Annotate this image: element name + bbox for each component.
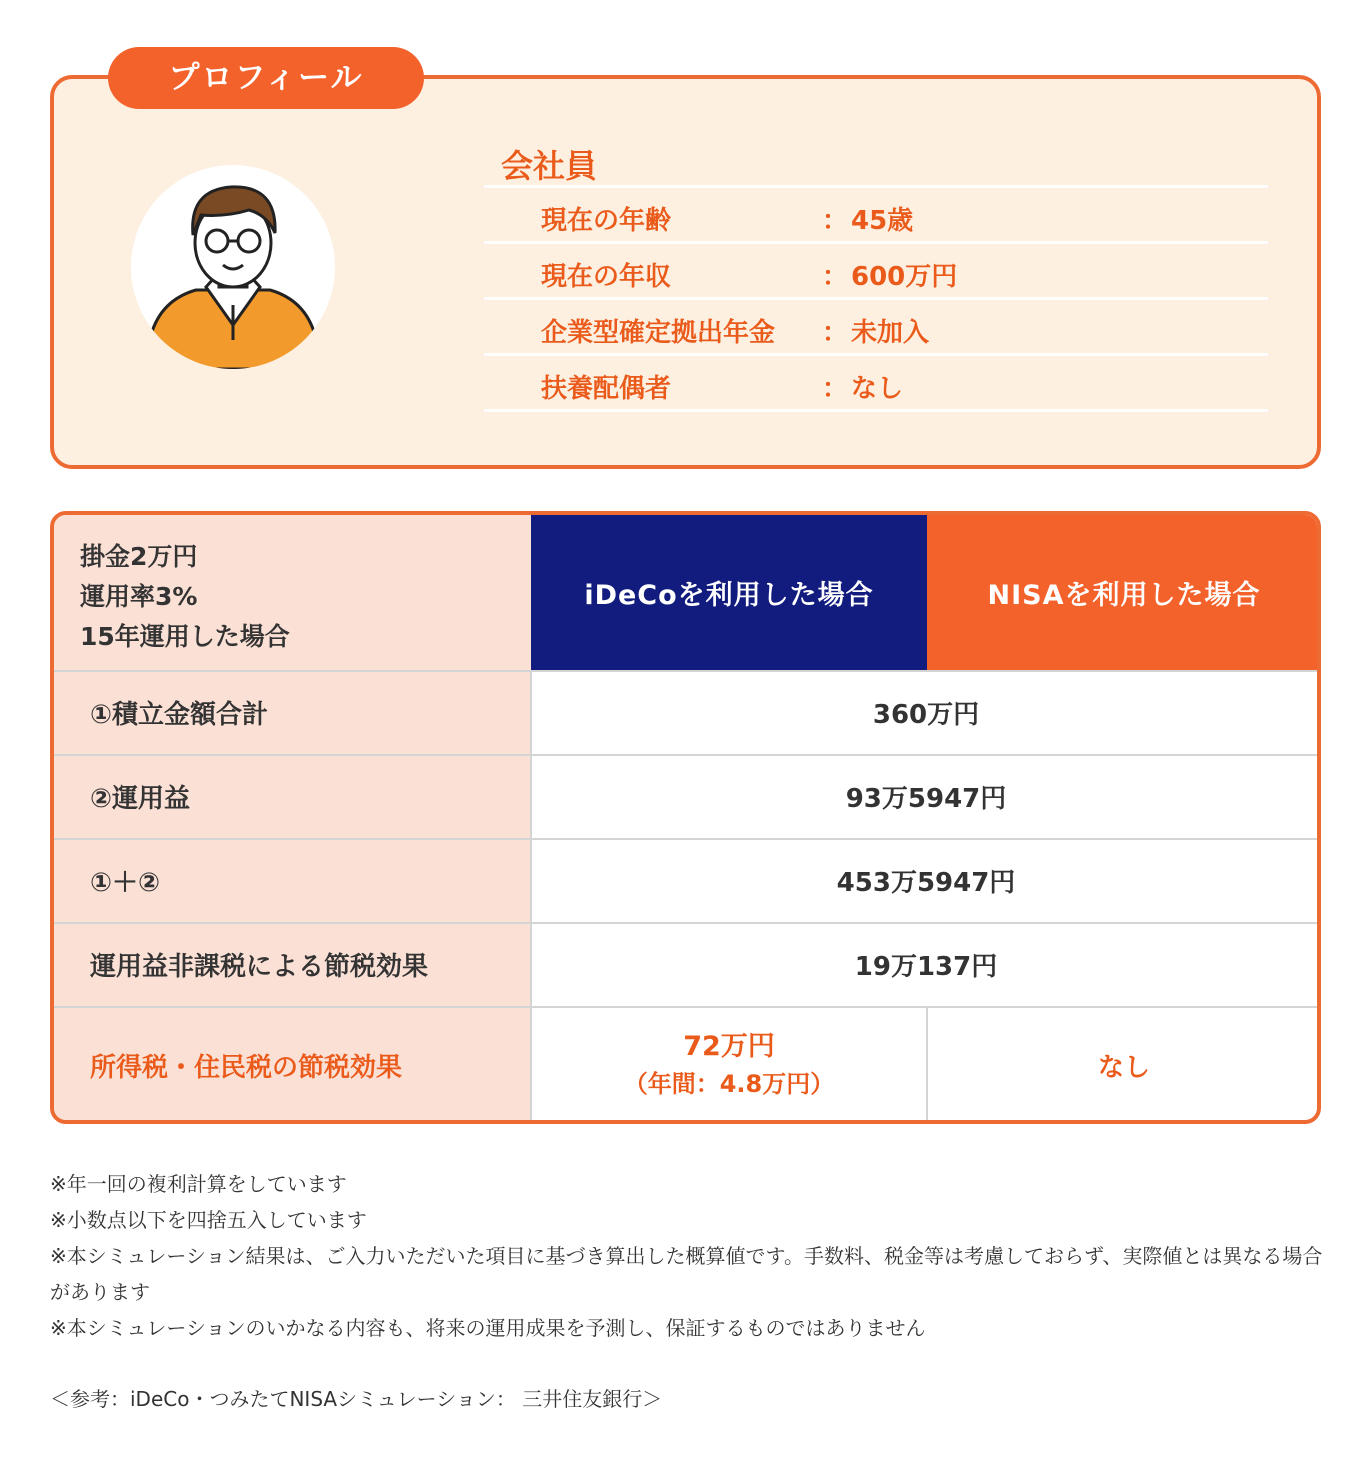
row-value-investment-gain: 93万5947円 [845, 783, 1007, 814]
row-label-tax-free-effect: 運用益非課税による節税効果 [54, 922, 531, 1006]
profile-row-age [484, 190, 1268, 246]
profile-row-corporate-dc [484, 302, 1268, 358]
profile-card [50, 75, 1321, 469]
profile-value: なし [851, 374, 904, 404]
profile-sep: ： [822, 262, 849, 292]
condition-text [80, 537, 290, 657]
row-label-total-contribution: ①積立金額合計 [54, 670, 531, 754]
comparison-table [50, 511, 1321, 1124]
note-line: ※小数点以下を四捨五入しています [50, 1208, 367, 1232]
divider [484, 185, 1268, 188]
profile-row-income [484, 246, 1268, 302]
profile-key: 現在の年齢 [541, 206, 672, 236]
ideco-column-header: iDeCoを利用した場合 [531, 515, 927, 670]
row-value-tax-free-effect: 19万137円 [854, 951, 998, 982]
nisa-income-tax-effect: なし [1097, 1052, 1150, 1083]
profile-sep: ： [822, 318, 849, 348]
condition-header-cell [54, 515, 531, 670]
note-line: ※本シミュレーションのいかなる内容も、将来の運用成果を予測し、保証するものではありません [50, 1316, 926, 1340]
ideco-income-tax-effect [531, 1006, 927, 1124]
condition-line: 15年運用した場合 [80, 622, 290, 651]
divider [484, 353, 1268, 356]
row-label-income-tax-effect: 所得税・住民税の節税効果 [54, 1006, 531, 1124]
profile-key: 扶養配偶者 [541, 374, 672, 404]
profile-value: 未加入 [851, 318, 930, 348]
profile-tab-label: プロフィール [108, 47, 424, 109]
row-divider [54, 754, 1321, 756]
condition-line: 掛金2万円 [80, 542, 198, 571]
row-value-sum: 453万5947円 [836, 867, 1016, 898]
column-divider [530, 670, 532, 1124]
reference-note: ＜参考：iDeCo・つみたてNISAシミュレーション： 三井住友銀行＞ [50, 1387, 663, 1411]
profile-sep: ： [822, 374, 849, 404]
row-value-total-contribution: 360万円 [872, 699, 980, 730]
divider [484, 297, 1268, 300]
profile-role: 会社員 [501, 147, 598, 185]
ideco-tax-saving-annual: （年間：4.8万円） [623, 1070, 835, 1098]
column-divider [926, 1006, 928, 1124]
row-divider [54, 922, 1321, 924]
disclaimer-notes [50, 1166, 1330, 1346]
row-divider [54, 670, 1321, 672]
row-label-sum: ①＋② [54, 838, 531, 922]
profile-value: 600万円 [851, 262, 958, 292]
row-divider [54, 838, 1321, 840]
profile-sep: ： [822, 206, 849, 236]
row-label-investment-gain: ②運用益 [54, 754, 531, 838]
note-line: ※年一回の複利計算をしています [50, 1172, 347, 1196]
profile-key: 企業型確定拠出年金 [541, 318, 776, 348]
row-divider [54, 1006, 1321, 1008]
ideco-tax-saving: 72万円 [683, 1031, 775, 1062]
condition-line: 運用率3% [80, 582, 198, 611]
profile-row-spouse [484, 358, 1268, 414]
nisa-column-header: NISAを利用した場合 [927, 515, 1321, 670]
divider [484, 241, 1268, 244]
profile-value: 45歳 [851, 206, 914, 236]
note-line: ※本シミュレーション結果は、ご入力いただいた項目に基づき算出した概算値です。手数料、税金等は考慮しておらず、実際値とは異なる場合があります [50, 1244, 1323, 1304]
man-with-glasses-avatar-icon [131, 165, 335, 369]
profile-key: 現在の年収 [541, 262, 672, 292]
divider [484, 409, 1268, 412]
